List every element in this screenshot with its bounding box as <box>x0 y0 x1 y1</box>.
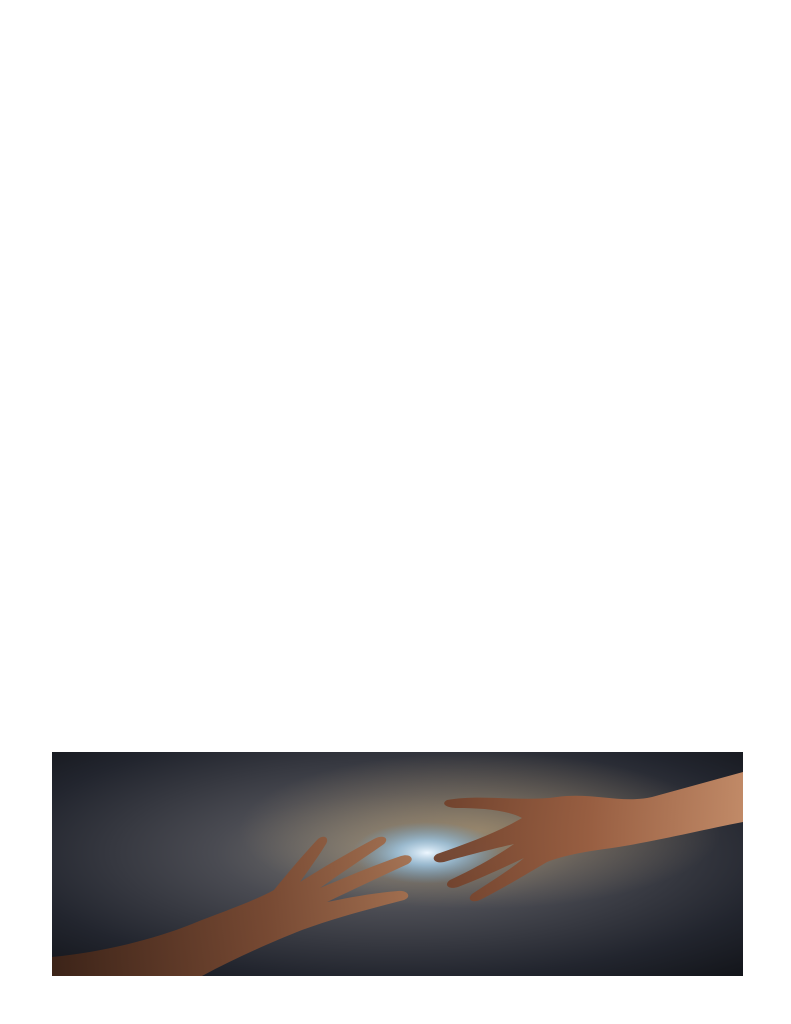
reaching-hands-photo <box>52 752 743 976</box>
reaching-hands-illustration <box>52 752 743 976</box>
banner-wordart-svg <box>165 78 645 168</box>
banner-wordart <box>165 78 645 168</box>
